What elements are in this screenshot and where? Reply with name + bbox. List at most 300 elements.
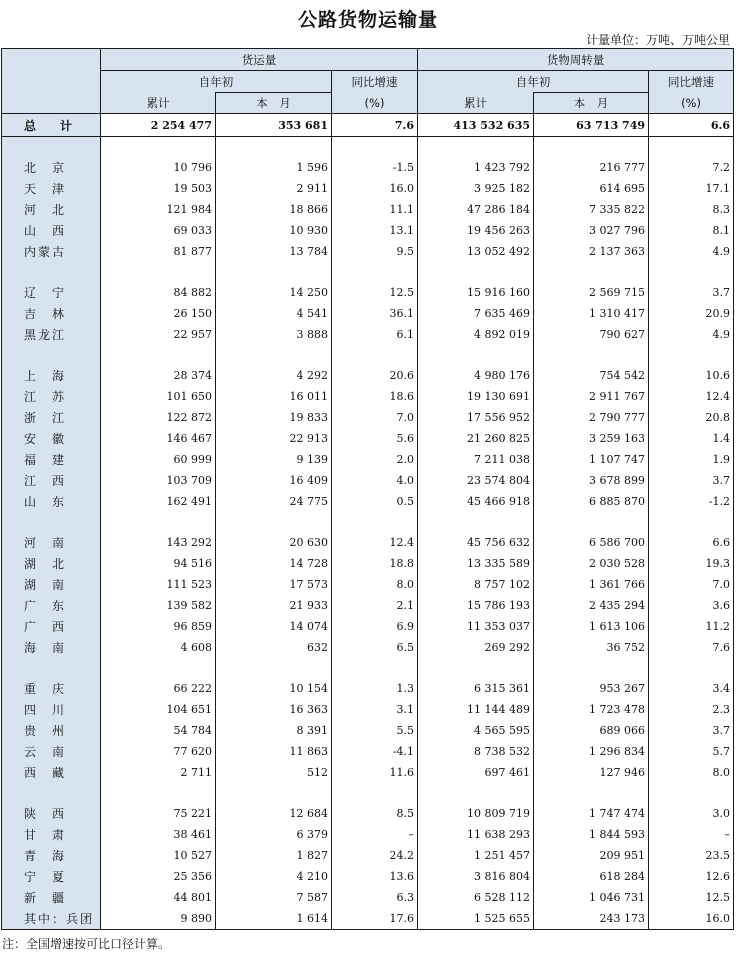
turnover-ytd-value: 11 144 489 xyxy=(418,699,534,720)
freight-yoy-value: 4.0 xyxy=(332,470,418,491)
turnover-yoy-value: 10.6 xyxy=(649,365,734,386)
table-row xyxy=(2,699,734,720)
turnover-yoy-value: 4.9 xyxy=(649,324,734,345)
freight-yoy-value: -4.1 xyxy=(332,741,418,762)
spacer-cell xyxy=(418,345,534,365)
freight-ytd-value: 103 709 xyxy=(101,470,216,491)
freight-yoy-value: 8.5 xyxy=(332,803,418,824)
spacer-row xyxy=(2,783,734,803)
turnover-month-value: 2 137 363 xyxy=(534,241,649,262)
freight-yoy-value: 6.5 xyxy=(332,637,418,658)
turnover-yoy-value: 19.3 xyxy=(649,553,734,574)
turnover-month-value: 790 627 xyxy=(534,324,649,345)
region-name: 青 海 xyxy=(2,845,101,866)
freight-ytd-value: 2 254 477 xyxy=(101,114,216,137)
region-name: 云 南 xyxy=(2,741,101,762)
table-row xyxy=(2,491,734,512)
region-name: 黑龙江 xyxy=(2,324,101,345)
freight-ytd-value: 162 491 xyxy=(101,491,216,512)
freight-yoy-value: 18.8 xyxy=(332,553,418,574)
spacer-cell xyxy=(649,783,734,803)
turnover-header: 货物周转量 xyxy=(418,49,734,71)
turnover-ytd-value: 3 816 804 xyxy=(418,866,534,887)
turnover-ytd-value: 45 466 918 xyxy=(418,491,534,512)
freight-ytd-value: 19 503 xyxy=(101,178,216,199)
spacer-cell xyxy=(649,658,734,678)
table-row xyxy=(2,220,734,241)
turnover-ytd-value: 23 574 804 xyxy=(418,470,534,491)
turnover-ytd-value: 4 565 595 xyxy=(418,720,534,741)
table-row xyxy=(2,908,734,930)
freight-month-header: 本 月 xyxy=(216,93,332,114)
spacer-cell xyxy=(2,262,101,282)
freight-yoy-value: 36.1 xyxy=(332,303,418,324)
freight-month-value: 12 684 xyxy=(216,803,332,824)
turnover-ytd-value: 19 456 263 xyxy=(418,220,534,241)
freight-month-value: 22 913 xyxy=(216,428,332,449)
freight-ytd-value: 66 222 xyxy=(101,678,216,699)
turnover-yoy-header: 同比增速 xyxy=(649,71,734,93)
freight-yoy-value: 20.6 xyxy=(332,365,418,386)
turnover-month-value: 2 790 777 xyxy=(534,407,649,428)
freight-month-value: 21 933 xyxy=(216,595,332,616)
turnover-month-value: 2 569 715 xyxy=(534,282,649,303)
turnover-ytd-value: 13 335 589 xyxy=(418,553,534,574)
freight-month-value: 10 154 xyxy=(216,678,332,699)
freight-month-value: 4 210 xyxy=(216,866,332,887)
freight-month-value: 16 363 xyxy=(216,699,332,720)
turnover-yoy-sub: (%) xyxy=(649,93,734,114)
turnover-ytd-value: 7 211 038 xyxy=(418,449,534,470)
freight-month-value: 11 863 xyxy=(216,741,332,762)
spacer-cell xyxy=(216,345,332,365)
region-name: 其中：兵团 xyxy=(2,908,101,930)
freight-month-value: 19 833 xyxy=(216,407,332,428)
turnover-month-value: 614 695 xyxy=(534,178,649,199)
turnover-yoy-value: 12.4 xyxy=(649,386,734,407)
table-row xyxy=(2,574,734,595)
region-name: 海 南 xyxy=(2,637,101,658)
table-row xyxy=(2,428,734,449)
region-name: 广 东 xyxy=(2,595,101,616)
freight-ytd-value: 75 221 xyxy=(101,803,216,824)
table-row xyxy=(2,866,734,887)
turnover-month-value: 6 885 870 xyxy=(534,491,649,512)
freight-yoy-value: 1.3 xyxy=(332,678,418,699)
freight-ytd-value: 10 527 xyxy=(101,845,216,866)
region-name: 甘 肃 xyxy=(2,824,101,845)
region-name: 河 北 xyxy=(2,199,101,220)
freight-ytd-value: 25 356 xyxy=(101,866,216,887)
freight-month-value: 1 596 xyxy=(216,157,332,178)
region-name: 河 南 xyxy=(2,532,101,553)
table-row xyxy=(2,678,734,699)
freight-month-value: 18 866 xyxy=(216,199,332,220)
table-row xyxy=(2,470,734,491)
freight-month-value: 4 292 xyxy=(216,365,332,386)
spacer-cell xyxy=(216,262,332,282)
freight-month-value: 14 728 xyxy=(216,553,332,574)
turnover-ytd-value: 21 260 825 xyxy=(418,428,534,449)
freight-ytd-value: 84 882 xyxy=(101,282,216,303)
table-row xyxy=(2,616,734,637)
freight-month-value: 353 681 xyxy=(216,114,332,137)
turnover-yoy-value: 6.6 xyxy=(649,532,734,553)
spacer-cell xyxy=(418,658,534,678)
table-row xyxy=(2,532,734,553)
region-name: 山 西 xyxy=(2,220,101,241)
freight-table xyxy=(1,48,734,930)
freight-yoy-value: – xyxy=(332,824,418,845)
freight-yoy-value: 13.6 xyxy=(332,866,418,887)
spacer-cell xyxy=(101,137,216,158)
turnover-month-value: 618 284 xyxy=(534,866,649,887)
table-row xyxy=(2,887,734,908)
freight-yoy-value: 12.4 xyxy=(332,532,418,553)
turnover-yoy-value: 7.6 xyxy=(649,637,734,658)
freight-month-value: 16 011 xyxy=(216,386,332,407)
turnover-month-value: 2 435 294 xyxy=(534,595,649,616)
turnover-ytd-value: 3 925 182 xyxy=(418,178,534,199)
spacer-cell xyxy=(418,783,534,803)
turnover-yoy-value: 3.0 xyxy=(649,803,734,824)
freight-ytd-value: 2 711 xyxy=(101,762,216,783)
spacer-cell xyxy=(534,137,649,158)
turnover-ytd-value: 11 638 293 xyxy=(418,824,534,845)
freight-yoy-value: 12.5 xyxy=(332,282,418,303)
freight-ytd-value: 94 516 xyxy=(101,553,216,574)
region-name: 广 西 xyxy=(2,616,101,637)
freight-yoy-value: 7.0 xyxy=(332,407,418,428)
turnover-ytd-value: 4 892 019 xyxy=(418,324,534,345)
freight-yoy-value: 0.5 xyxy=(332,491,418,512)
freight-month-value: 2 911 xyxy=(216,178,332,199)
freight-yoy-value: 16.0 xyxy=(332,178,418,199)
turnover-ytd-value: 17 556 952 xyxy=(418,407,534,428)
turnover-ytd-value: 6 315 361 xyxy=(418,678,534,699)
region-name: 西 藏 xyxy=(2,762,101,783)
turnover-yoy-value: 7.0 xyxy=(649,574,734,595)
spacer-cell xyxy=(534,262,649,282)
freight-yoy-value: 6.1 xyxy=(332,324,418,345)
turnover-ytd-value: 697 461 xyxy=(418,762,534,783)
turnover-ytd-value: 6 528 112 xyxy=(418,887,534,908)
freight-ytd-value: 26 150 xyxy=(101,303,216,324)
table-row xyxy=(2,199,734,220)
table-row xyxy=(2,178,734,199)
freight-yoy-value: 7.6 xyxy=(332,114,418,137)
turnover-yoy-value: 1.9 xyxy=(649,449,734,470)
freight-ytd-value: 28 374 xyxy=(101,365,216,386)
region-name: 江 苏 xyxy=(2,386,101,407)
spacer-cell xyxy=(534,783,649,803)
turnover-month-value: 6 586 700 xyxy=(534,532,649,553)
freight-header: 货运量 xyxy=(101,49,418,71)
freight-month-value: 1 614 xyxy=(216,908,332,930)
region-name: 上 海 xyxy=(2,365,101,386)
turnover-yoy-value: 17.1 xyxy=(649,178,734,199)
spacer-cell xyxy=(101,262,216,282)
turnover-yoy-value: 3.7 xyxy=(649,470,734,491)
freight-yoy-value: 11.1 xyxy=(332,199,418,220)
freight-month-value: 24 775 xyxy=(216,491,332,512)
freight-yoy-value: 2.0 xyxy=(332,449,418,470)
freight-ytd-value: 101 650 xyxy=(101,386,216,407)
table-row xyxy=(2,407,734,428)
freight-yoy-value: 5.6 xyxy=(332,428,418,449)
turnover-month-value: 3 259 163 xyxy=(534,428,649,449)
spacer-cell xyxy=(216,658,332,678)
region-name: 江 西 xyxy=(2,470,101,491)
region-name: 天 津 xyxy=(2,178,101,199)
spacer-row xyxy=(2,512,734,532)
region-name: 辽 宁 xyxy=(2,282,101,303)
turnover-yoy-value: 4.9 xyxy=(649,241,734,262)
spacer-cell xyxy=(332,262,418,282)
turnover-yoy-value: 6.6 xyxy=(649,114,734,137)
region-name: 新 疆 xyxy=(2,887,101,908)
freight-month-value: 16 409 xyxy=(216,470,332,491)
turnover-yoy-value: 16.0 xyxy=(649,908,734,930)
freight-month-value: 14 074 xyxy=(216,616,332,637)
spacer-cell xyxy=(649,137,734,158)
turnover-yoy-value: 20.8 xyxy=(649,407,734,428)
freight-ytd-value: 81 877 xyxy=(101,241,216,262)
freight-yoy-sub: (%) xyxy=(332,93,418,114)
turnover-month-value: 3 027 796 xyxy=(534,220,649,241)
turnover-ytd-value: 19 130 691 xyxy=(418,386,534,407)
turnover-yoy-value: 3.6 xyxy=(649,595,734,616)
turnover-month-value: 953 267 xyxy=(534,678,649,699)
turnover-month-value: 216 777 xyxy=(534,157,649,178)
spacer-cell xyxy=(418,512,534,532)
freight-ytd-sub: 累计 xyxy=(101,93,216,114)
freight-month-value: 8 391 xyxy=(216,720,332,741)
turnover-month-value: 3 678 899 xyxy=(534,470,649,491)
table-row xyxy=(2,824,734,845)
spacer-cell xyxy=(216,137,332,158)
turnover-yoy-value: 23.5 xyxy=(649,845,734,866)
turnover-month-value: 127 946 xyxy=(534,762,649,783)
freight-month-value: 10 930 xyxy=(216,220,332,241)
spacer-cell xyxy=(2,512,101,532)
turnover-month-value: 7 335 822 xyxy=(534,199,649,220)
turnover-yoy-value: -1.2 xyxy=(649,491,734,512)
freight-ytd-value: 122 872 xyxy=(101,407,216,428)
region-name: 总 计 xyxy=(2,114,101,137)
freight-yoy-value: 2.1 xyxy=(332,595,418,616)
spacer-cell xyxy=(649,345,734,365)
turnover-ytd-value: 269 292 xyxy=(418,637,534,658)
table-row xyxy=(2,741,734,762)
turnover-ytd-value: 8 757 102 xyxy=(418,574,534,595)
turnover-ytd-value: 413 532 635 xyxy=(418,114,534,137)
turnover-ytd-value: 1 525 655 xyxy=(418,908,534,930)
freight-ytd-value: 143 292 xyxy=(101,532,216,553)
turnover-ytd-value: 15 916 160 xyxy=(418,282,534,303)
freight-yoy-value: -1.5 xyxy=(332,157,418,178)
region-name: 浙 江 xyxy=(2,407,101,428)
region-name: 宁 夏 xyxy=(2,866,101,887)
spacer-row xyxy=(2,345,734,365)
freight-ytd-value: 38 461 xyxy=(101,824,216,845)
spacer-cell xyxy=(332,658,418,678)
turnover-ytd-value: 15 786 193 xyxy=(418,595,534,616)
freight-ytd-value: 54 784 xyxy=(101,720,216,741)
region-name: 内蒙古 xyxy=(2,241,101,262)
table-row xyxy=(2,762,734,783)
turnover-yoy-value: 8.3 xyxy=(649,199,734,220)
page-title: 公路货物运输量 xyxy=(297,9,438,31)
table-row xyxy=(2,845,734,866)
table-row xyxy=(2,803,734,824)
spacer-cell xyxy=(332,512,418,532)
turnover-yoy-value: – xyxy=(649,824,734,845)
freight-yoy-value: 6.9 xyxy=(332,616,418,637)
freight-month-value: 4 541 xyxy=(216,303,332,324)
turnover-yoy-value: 8.0 xyxy=(649,762,734,783)
freight-ytd-value: 121 984 xyxy=(101,199,216,220)
table-row xyxy=(2,365,734,386)
spacer-row xyxy=(2,658,734,678)
turnover-ytd-value: 13 052 492 xyxy=(418,241,534,262)
table-row xyxy=(2,241,734,262)
turnover-ytd-value: 10 809 719 xyxy=(418,803,534,824)
spacer-cell xyxy=(101,783,216,803)
spacer-cell xyxy=(101,512,216,532)
freight-ytd-value: 77 620 xyxy=(101,741,216,762)
turnover-ytd-header: 自年初 xyxy=(418,71,649,93)
spacer-cell xyxy=(534,345,649,365)
total-row xyxy=(2,114,734,137)
freight-yoy-value: 18.6 xyxy=(332,386,418,407)
region-name: 重 庆 xyxy=(2,678,101,699)
freight-ytd-value: 96 859 xyxy=(101,616,216,637)
table-row xyxy=(2,282,734,303)
freight-yoy-value: 3.1 xyxy=(332,699,418,720)
spacer-cell xyxy=(2,345,101,365)
freight-ytd-value: 60 999 xyxy=(101,449,216,470)
freight-yoy-value: 17.6 xyxy=(332,908,418,930)
table-row xyxy=(2,386,734,407)
freight-yoy-header: 同比增速 xyxy=(332,71,418,93)
turnover-ytd-value: 8 738 532 xyxy=(418,741,534,762)
freight-yoy-value: 9.5 xyxy=(332,241,418,262)
freight-ytd-header: 自年初 xyxy=(101,71,332,93)
freight-month-value: 17 573 xyxy=(216,574,332,595)
turnover-yoy-value: 1.4 xyxy=(649,428,734,449)
spacer-cell xyxy=(649,262,734,282)
spacer-cell xyxy=(649,512,734,532)
spacer-cell xyxy=(101,345,216,365)
spacer-cell xyxy=(418,137,534,158)
spacer-cell xyxy=(534,658,649,678)
turnover-yoy-value: 11.2 xyxy=(649,616,734,637)
table-row xyxy=(2,595,734,616)
freight-month-value: 20 630 xyxy=(216,532,332,553)
table-body xyxy=(2,114,734,930)
turnover-month-value: 1 046 731 xyxy=(534,887,649,908)
turnover-yoy-value: 20.9 xyxy=(649,303,734,324)
freight-month-value: 632 xyxy=(216,637,332,658)
turnover-month-value: 63 713 749 xyxy=(534,114,649,137)
turnover-ytd-value: 1 251 457 xyxy=(418,845,534,866)
region-name: 山 东 xyxy=(2,491,101,512)
spacer-cell xyxy=(332,783,418,803)
freight-ytd-value: 104 651 xyxy=(101,699,216,720)
turnover-ytd-sub: 累计 xyxy=(418,93,534,114)
turnover-month-value: 36 752 xyxy=(534,637,649,658)
turnover-month-value: 1 747 474 xyxy=(534,803,649,824)
table-row xyxy=(2,720,734,741)
turnover-month-header: 本 月 xyxy=(534,93,649,114)
freight-yoy-value: 24.2 xyxy=(332,845,418,866)
turnover-yoy-value: 12.6 xyxy=(649,866,734,887)
turnover-month-value: 1 844 593 xyxy=(534,824,649,845)
turnover-month-value: 1 296 834 xyxy=(534,741,649,762)
freight-month-value: 3 888 xyxy=(216,324,332,345)
spacer-cell xyxy=(101,658,216,678)
region-name: 湖 南 xyxy=(2,574,101,595)
freight-month-value: 9 139 xyxy=(216,449,332,470)
unit-label: 计量单位：万吨、万吨公里 xyxy=(585,33,730,47)
turnover-ytd-value: 7 635 469 xyxy=(418,303,534,324)
spacer-cell xyxy=(418,262,534,282)
freight-month-value: 13 784 xyxy=(216,241,332,262)
freight-ytd-value: 139 582 xyxy=(101,595,216,616)
freight-ytd-value: 22 957 xyxy=(101,324,216,345)
turnover-ytd-value: 45 756 632 xyxy=(418,532,534,553)
turnover-month-value: 1 723 478 xyxy=(534,699,649,720)
freight-ytd-value: 146 467 xyxy=(101,428,216,449)
spacer-cell xyxy=(2,658,101,678)
spacer-row xyxy=(2,262,734,282)
turnover-ytd-value: 4 980 176 xyxy=(418,365,534,386)
turnover-yoy-value: 5.7 xyxy=(649,741,734,762)
freight-yoy-value: 8.0 xyxy=(332,574,418,595)
turnover-ytd-value: 47 286 184 xyxy=(418,199,534,220)
spacer-cell xyxy=(332,345,418,365)
freight-yoy-value: 6.3 xyxy=(332,887,418,908)
freight-ytd-value: 69 033 xyxy=(101,220,216,241)
freight-ytd-value: 4 608 xyxy=(101,637,216,658)
freight-yoy-value: 13.1 xyxy=(332,220,418,241)
turnover-yoy-value: 12.5 xyxy=(649,887,734,908)
turnover-month-value: 1 107 747 xyxy=(534,449,649,470)
turnover-month-value: 1 310 417 xyxy=(534,303,649,324)
region-name: 安 徽 xyxy=(2,428,101,449)
turnover-month-value: 1 361 766 xyxy=(534,574,649,595)
table-row xyxy=(2,449,734,470)
turnover-yoy-value: 3.7 xyxy=(649,720,734,741)
turnover-month-value: 2 911 767 xyxy=(534,386,649,407)
region-name: 湖 北 xyxy=(2,553,101,574)
spacer-cell xyxy=(2,783,101,803)
freight-ytd-value: 111 523 xyxy=(101,574,216,595)
spacer-cell xyxy=(534,512,649,532)
region-name: 四 川 xyxy=(2,699,101,720)
turnover-month-value: 2 030 528 xyxy=(534,553,649,574)
turnover-month-value: 243 173 xyxy=(534,908,649,930)
turnover-yoy-value: 2.3 xyxy=(649,699,734,720)
turnover-yoy-value: 8.1 xyxy=(649,220,734,241)
table-row xyxy=(2,303,734,324)
region-name: 陕 西 xyxy=(2,803,101,824)
region-name: 北 京 xyxy=(2,157,101,178)
table-row xyxy=(2,324,734,345)
region-name: 吉 林 xyxy=(2,303,101,324)
turnover-month-value: 754 542 xyxy=(534,365,649,386)
